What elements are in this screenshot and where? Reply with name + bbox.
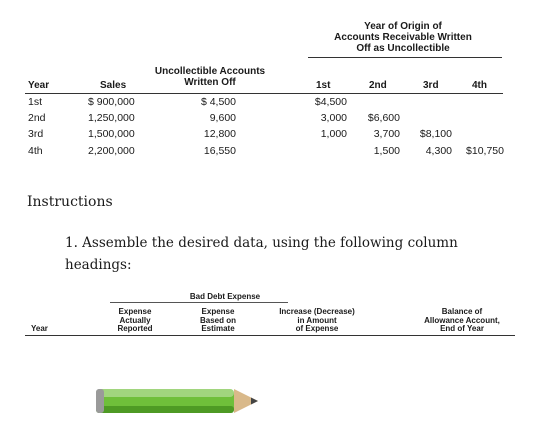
bottom-col-expense-based	[183, 308, 253, 334]
origin-header-line-2: Accounts Receivable Written	[334, 32, 472, 43]
row-year: 1st	[28, 96, 43, 108]
row-sales: $ 900,000	[88, 96, 135, 108]
origin-header-line-1: Year of Origin of	[364, 21, 442, 32]
bottom-col-expense-based-line-2: Based on	[199, 315, 236, 325]
origin-header	[318, 21, 488, 54]
group-header-rule	[110, 302, 288, 303]
bottom-col-increase-line-3: of Expense	[295, 324, 339, 333]
bottom-col-expense-actually-line-2: Actually	[119, 315, 151, 325]
col-header-year: Year	[28, 80, 50, 91]
row-origin-2nd: 3,700	[373, 128, 400, 140]
uncollectible-header	[140, 66, 280, 88]
bottom-col-balance	[412, 308, 512, 334]
origin-header-rule	[308, 57, 502, 58]
instructions-title: Instructions	[27, 194, 113, 210]
row-year: 3rd	[28, 128, 44, 140]
row-sales: 1,500,000	[88, 128, 135, 140]
uncollectible-header-line-2: Written Off	[184, 77, 236, 88]
bad-debt-group-header: Bad Debt Expense	[189, 292, 261, 301]
row-origin-4th: $10,750	[466, 145, 504, 157]
col-header-origin-3rd: 3rd	[423, 80, 439, 91]
col-header-origin-2nd: 2nd	[369, 80, 387, 91]
bottom-col-increase	[262, 308, 372, 334]
row-origin-2nd: 1,500	[373, 145, 400, 157]
bottom-col-balance-line-3: End of Year	[440, 324, 484, 333]
bottom-col-expense-actually-line-1: Expense	[118, 307, 152, 316]
bottom-col-expense-based-line-1: Expense	[201, 307, 235, 316]
instruction-item-1-line-1: 1. Assemble the desired data, using the following column	[65, 235, 458, 251]
instruction-item-1	[65, 232, 505, 276]
bottom-col-balance-line-2: Allowance Account,	[424, 315, 500, 325]
instruction-item-1-line-2: headings:	[65, 257, 132, 273]
bottom-col-increase-line-1: Increase (Decrease)	[279, 307, 355, 316]
row-sales: 2,200,000	[88, 145, 135, 157]
bottom-header-rule	[25, 335, 515, 336]
row-written-off: 12,800	[203, 128, 236, 140]
origin-header-line-3: Off as Uncollectible	[356, 43, 450, 54]
row-written-off: $ 4,500	[200, 96, 236, 108]
col-header-sales: Sales	[100, 80, 127, 91]
bottom-col-expense-actually	[100, 308, 170, 334]
row-sales: 1,250,000	[88, 112, 135, 124]
row-year: 4th	[28, 145, 43, 157]
bottom-col-expense-actually-line-3: Reported	[117, 324, 153, 333]
row-origin-1st: $4,500	[314, 96, 347, 108]
bottom-col-increase-line-2: in Amount	[297, 315, 337, 325]
row-written-off: 9,600	[209, 112, 236, 124]
col-header-origin-1st: 1st	[316, 80, 331, 91]
row-year: 2nd	[28, 112, 46, 124]
bottom-col-balance-line-1: Balance of	[441, 307, 483, 316]
row-written-off: 16,550	[203, 145, 236, 157]
row-origin-3rd: $8,100	[419, 128, 452, 140]
row-origin-3rd: 4,300	[425, 145, 452, 157]
row-origin-1st: 3,000	[320, 112, 347, 124]
col-header-origin-4th: 4th	[472, 80, 487, 91]
row-origin-1st: 1,000	[320, 128, 347, 140]
bottom-col-year: Year	[31, 324, 48, 333]
row-origin-2nd: $6,600	[367, 112, 400, 124]
bottom-col-expense-based-line-3: Estimate	[201, 324, 235, 333]
uncollectible-header-line-1: Uncollectible Accounts	[154, 66, 266, 77]
header-rule	[25, 93, 503, 94]
